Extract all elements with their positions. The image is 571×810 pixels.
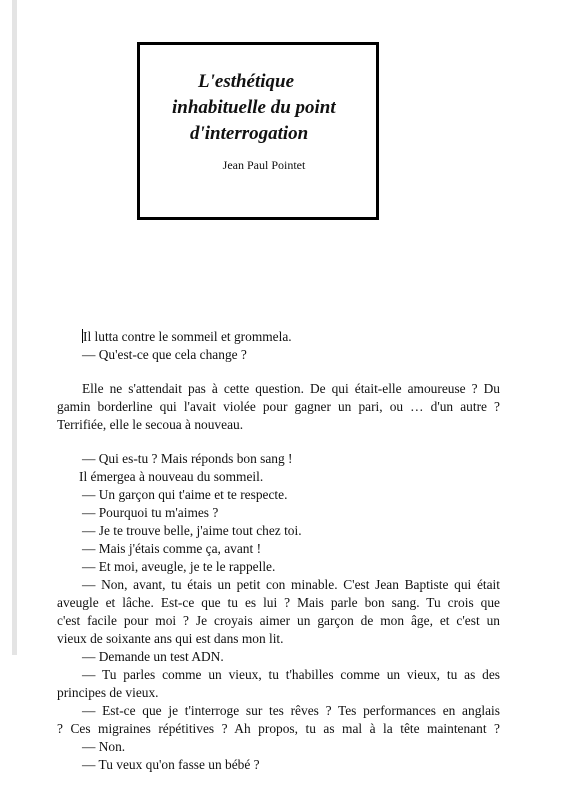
text-line: Il émergea à nouveau du sommeil. (79, 469, 264, 484)
text-line: — Est-ce que je t'interroge sur tes rêves ? Tes performances en anglais (82, 703, 500, 718)
text-line: principes de vieux. (57, 685, 159, 700)
book-title (140, 69, 376, 147)
title-line-1: L'esthétique (198, 71, 295, 92)
title-line-3: d'interrogation (190, 123, 309, 144)
blank-line (82, 434, 500, 450)
text-line: — Tu parles comme un vieux, tu t'habilles comme un vieux, tu as des (82, 667, 500, 682)
text-line: c'est facile pour moi ? Je croyais aimer un garçon de mon âge, et c'est un (57, 613, 500, 628)
text-line: aveugle et lâche. Est-ce que tu es lui ? Mais parle bon sang. Tu crois que (57, 595, 500, 610)
text-line: Terrifiée, elle le secoua à nouveau. (57, 417, 244, 432)
text-line: — Un garçon qui t'aime et te respecte. (82, 487, 288, 502)
text-line: — Et moi, aveugle, je te le rappelle. (82, 559, 276, 574)
text-line: vieux de soixante ans qui est dans mon lit. (57, 631, 284, 646)
page-left-gutter (12, 0, 17, 655)
text-line: — Mais j'étais comme ça, avant ! (82, 541, 262, 556)
body-text[interactable] (57, 328, 500, 774)
text-line: ? Ces migraines répétitives ? Ah propos, tu as mal à la tête maintenant ? (57, 721, 500, 736)
text-line: — Tu veux qu'on fasse un bébé ? (82, 757, 260, 772)
blank-line (82, 364, 500, 380)
text-line: Il lutta contre le sommeil et grommela. (83, 329, 292, 344)
text-line: — Qu'est-ce que cela change ? (82, 347, 247, 362)
title-box (137, 42, 379, 220)
text-line: — Je te trouve belle, j'aime tout chez toi. (82, 523, 302, 538)
text-line: — Non, avant, tu étais un petit con minable. C'est Jean Baptiste qui était (82, 577, 500, 592)
text-line: gamin borderline qui l'avait violée pour gagner un pari, ou … d'un autre ? (57, 399, 500, 414)
text-line: Elle ne s'attendait pas à cette question. De qui était-elle amoureuse ? Du (82, 381, 500, 396)
text-line: — Qui es-tu ? Mais réponds bon sang ! (82, 451, 293, 466)
text-line: — Pourquoi tu m'aimes ? (82, 505, 219, 520)
text-line: — Non. (82, 739, 126, 754)
title-line-2: inhabituelle du point (172, 97, 336, 118)
author-name: Jean Paul Pointet (222, 158, 306, 172)
text-line: — Demande un test ADN. (82, 649, 224, 664)
